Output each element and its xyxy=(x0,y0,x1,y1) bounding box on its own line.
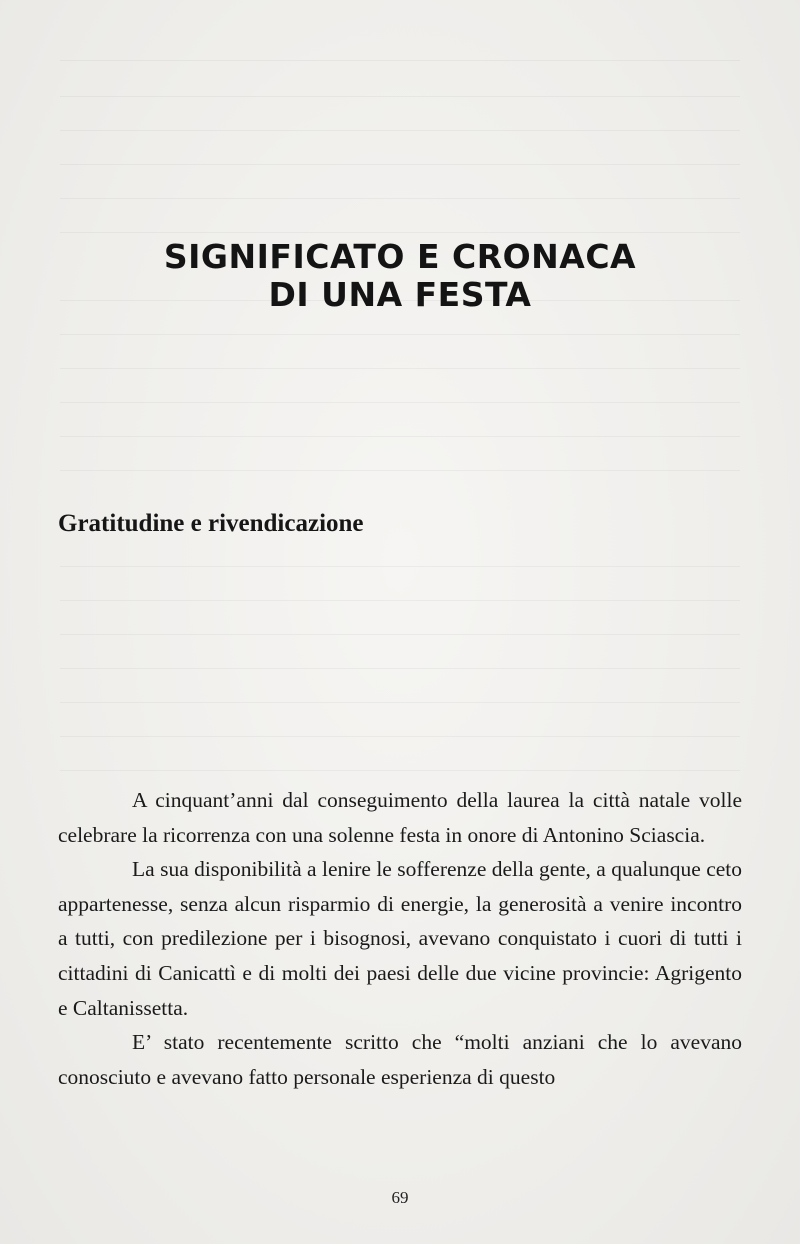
bleed-through-line xyxy=(60,600,740,601)
bleed-through-line xyxy=(60,368,740,369)
bleed-through-line xyxy=(60,130,740,131)
paragraph: E’ stato recentemente scritto che “molti anziani che lo avevano conosciuto e avevano fatto personale esperienza di questo xyxy=(58,1030,742,1089)
chapter-title-line-1: SIGNIFICATO E CRONACA xyxy=(163,237,637,276)
bleed-through-line xyxy=(60,470,740,471)
chapter-title xyxy=(0,238,800,314)
bleed-through-line xyxy=(60,436,740,437)
bleed-through-line xyxy=(60,164,740,165)
paragraph: A cinquant’anni dal conseguimento della laurea la città natale volle celebrare la ricorrenza con una solenne festa in onore di Antonino Sciascia. xyxy=(58,788,742,847)
bleed-through-line xyxy=(60,60,740,61)
bleed-through-line xyxy=(60,634,740,635)
bleed-through-line xyxy=(60,668,740,669)
paragraph: La sua disponibilità a lenire le sofferenze della gente, a qualunque ceto appartenesse, senza alcun risparmio di energie, la generosità a venire incontro a tutti, con predilezione per i bisognosi, avevano conquistato i cuori di tutti i cittadini di Canicattì e di molti dei paesi delle due vicine provincie: Agrigento e Caltanissetta. xyxy=(58,857,742,1020)
bleed-through-line xyxy=(60,402,740,403)
chapter-title-line-2: DI UNA FESTA xyxy=(268,275,532,314)
body-text xyxy=(58,783,742,1094)
bleed-through-line xyxy=(60,198,740,199)
bleed-through-line xyxy=(60,770,740,771)
bleed-through-line xyxy=(60,334,740,335)
bleed-through-line xyxy=(60,566,740,567)
bleed-through-line xyxy=(60,232,740,233)
bleed-through-line xyxy=(60,96,740,97)
bleed-through-line xyxy=(60,702,740,703)
page-number: 69 xyxy=(391,1188,409,1207)
bleed-through-line xyxy=(60,736,740,737)
section-heading: Gratitudine e rivendicazione xyxy=(58,510,364,537)
